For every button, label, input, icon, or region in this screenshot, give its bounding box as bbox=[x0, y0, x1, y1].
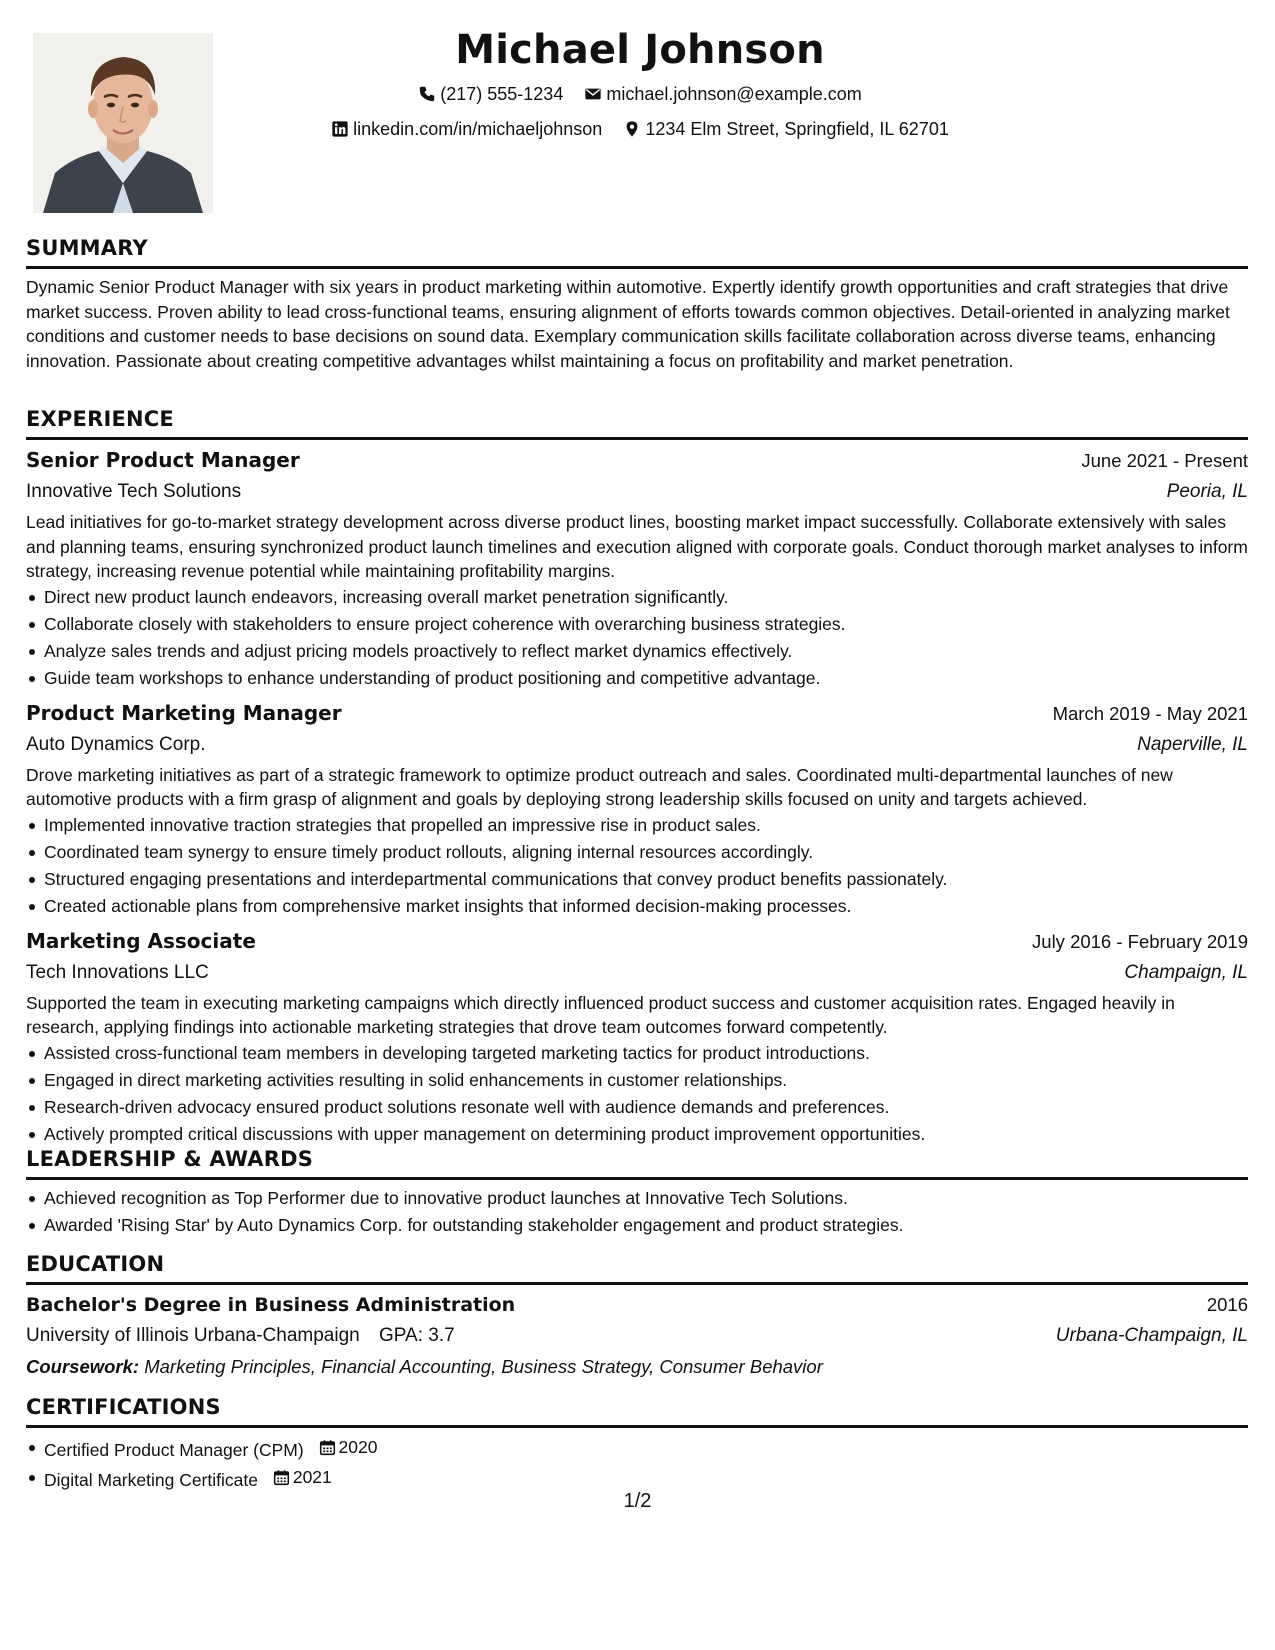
certification-name: Digital Marketing Certificate bbox=[44, 1470, 258, 1490]
linkedin-icon bbox=[331, 120, 349, 138]
education-heading: EDUCATION bbox=[26, 1252, 165, 1276]
job-bullet: Guide team workshops to enhance understanding of product positioning and competitive advantage. bbox=[44, 665, 1248, 692]
phone-text: (217) 555-1234 bbox=[440, 84, 564, 104]
certification-date bbox=[273, 1464, 332, 1491]
job-description: Lead initiatives for go-to-market strategy development across diverse product lines, boosting market impact successfully. Collaborate extensively with sales and planning teams, ensuring synchronized product launch timelines and execution aligned with corporate goals. Conduct thorough market analyses to inform strategy, increasing revenue potential while maintaining profitability margins. bbox=[26, 512, 1248, 581]
job-bullets bbox=[26, 1040, 1248, 1148]
linkedin-text[interactable]: linkedin.com/in/michaeljohnson bbox=[353, 119, 603, 139]
coursework bbox=[26, 1352, 1248, 1382]
section-divider bbox=[26, 437, 1248, 440]
certification-year: 2020 bbox=[338, 1437, 378, 1457]
envelope-icon bbox=[584, 85, 602, 103]
job-location: Peoria, IL bbox=[1166, 481, 1248, 502]
contact-email[interactable] bbox=[584, 78, 861, 110]
job-bullet: Collaborate closely with stakeholders to ensure project coherence with overarching business strategies. bbox=[44, 611, 1248, 638]
summary-text: Dynamic Senior Product Manager with six years in product marketing within automotive. Expertly identify growth opportunities and craft strategies that drive market success. Proven ability to lead cross-functional teams, ensuring alignment of efforts towards common objectives. Detail-oriented in analyzing market conditions and customer needs to base decisions on sound data. Exemplary communication skills facilitate collaboration across diverse teams, enhancing innovation. Passionate about creating competitive advantages whilst maintaining a focus on profitability and market penetration. bbox=[26, 277, 1230, 371]
graduation-year: 2016 bbox=[1206, 1294, 1248, 1315]
job-bullets bbox=[26, 584, 1248, 692]
job-bullet: Engaged in direct marketing activities resulting in solid enhancements in customer relationships. bbox=[44, 1067, 1248, 1094]
section-divider bbox=[26, 1425, 1248, 1428]
job-location: Champaign, IL bbox=[1124, 961, 1248, 983]
contact-address bbox=[623, 113, 949, 145]
certification-item bbox=[44, 1434, 1248, 1464]
certification-year: 2021 bbox=[292, 1467, 332, 1487]
job-bullet: Created actionable plans from comprehensive market insights that informed decision-making processes. bbox=[44, 893, 1248, 920]
job-bullets bbox=[26, 812, 1248, 920]
profile-photo bbox=[33, 33, 213, 213]
experience-section bbox=[26, 405, 1248, 1148]
candidate-name: Michael Johnson bbox=[455, 27, 825, 73]
job-bullet: Research-driven advocacy ensured product solutions resonate well with audience demands and preferences. bbox=[44, 1094, 1248, 1121]
certification-name: Certified Product Manager (CPM) bbox=[44, 1440, 304, 1460]
contact-phone bbox=[418, 78, 563, 110]
page-number: 1/2 bbox=[623, 1490, 652, 1512]
job-bullet: Analyze sales trends and adjust pricing models proactively to reflect market dynamics effectively. bbox=[44, 638, 1248, 665]
award-item: Achieved recognition as Top Performer due to innovative product launches at Innovative Tech Solutions. bbox=[44, 1185, 1248, 1212]
job-dates: March 2019 - May 2021 bbox=[1052, 702, 1248, 724]
job-company: Innovative Tech Solutions bbox=[26, 481, 242, 502]
summary-heading: SUMMARY bbox=[26, 236, 148, 260]
job-header bbox=[26, 698, 1248, 729]
address-text: 1234 Elm Street, Springfield, IL 62701 bbox=[645, 119, 949, 139]
job-bullet: Direct new product launch endeavors, increasing overall market penetration significantly. bbox=[44, 584, 1248, 611]
section-divider bbox=[26, 1282, 1248, 1285]
leadership-section bbox=[26, 1145, 1248, 1239]
job-header bbox=[26, 445, 1248, 476]
certification-date bbox=[319, 1434, 378, 1461]
job-subheader bbox=[26, 957, 1248, 989]
section-divider bbox=[26, 266, 1248, 269]
education-header bbox=[26, 1290, 1248, 1320]
coursework-label: Coursework: bbox=[26, 1356, 140, 1377]
degree-title: Bachelor's Degree in Business Administration bbox=[26, 1294, 516, 1316]
coursework-list: Marketing Principles, Financial Accounting, Business Strategy, Consumer Behavior bbox=[144, 1356, 823, 1377]
job-bullet: Structured engaging presentations and interdepartmental communications that convey product benefits passionately. bbox=[44, 866, 1248, 893]
school-name: University of Illinois Urbana-Champaign bbox=[26, 1325, 360, 1346]
job-entry bbox=[26, 698, 1248, 920]
resume-header bbox=[230, 22, 1050, 148]
certifications-section bbox=[26, 1393, 1248, 1494]
calendar-icon bbox=[273, 1469, 290, 1486]
job-bullet: Actively prompted critical discussions with upper management on determining product improvement opportunities. bbox=[44, 1121, 1248, 1148]
job-subheader bbox=[26, 476, 1248, 508]
contact-linkedin[interactable] bbox=[331, 113, 602, 145]
school-location: Urbana-Champaign, IL bbox=[1055, 1325, 1248, 1346]
award-item: Awarded 'Rising Star' by Auto Dynamics Corp. for outstanding stakeholder engagement and product strategies. bbox=[44, 1212, 1248, 1239]
calendar-icon bbox=[319, 1439, 336, 1456]
experience-heading: EXPERIENCE bbox=[26, 407, 174, 431]
job-description: Drove marketing initiatives as part of a strategic framework to optimize product outreach and sales. Coordinated multi-departmental launches of new automotive products with a firm grasp of alignment and goals by deploying strong leadership skills focused on unity and targets achieved. bbox=[26, 764, 1173, 809]
job-header bbox=[26, 926, 1248, 957]
certifications-list bbox=[26, 1434, 1248, 1494]
job-title: Senior Product Manager bbox=[26, 448, 300, 472]
education-section bbox=[26, 1250, 1248, 1382]
job-dates: July 2016 - February 2019 bbox=[1032, 930, 1248, 952]
section-divider bbox=[26, 1177, 1248, 1180]
job-bullet: Implemented innovative traction strategies that propelled an impressive rise in product sales. bbox=[44, 812, 1248, 839]
email-text[interactable]: michael.johnson@example.com bbox=[606, 84, 862, 104]
education-subheader bbox=[26, 1320, 1248, 1352]
job-title: Marketing Associate bbox=[26, 928, 256, 953]
phone-icon bbox=[418, 85, 436, 103]
leadership-heading: LEADERSHIP & AWARDS bbox=[26, 1147, 314, 1171]
job-company: Tech Innovations LLC bbox=[26, 961, 209, 983]
certifications-heading: CERTIFICATIONS bbox=[26, 1395, 221, 1419]
school-info bbox=[26, 1320, 455, 1352]
summary-section bbox=[26, 234, 1248, 373]
job-bullet: Assisted cross-functional team members in developing targeted marketing tactics for product introductions. bbox=[44, 1040, 1248, 1067]
contact-row-2 bbox=[230, 113, 1050, 148]
job-location: Naperville, IL bbox=[1137, 733, 1248, 755]
leadership-list bbox=[26, 1185, 1248, 1239]
job-dates: June 2021 - Present bbox=[1081, 450, 1248, 471]
gpa: GPA: 3.7 bbox=[378, 1325, 455, 1346]
job-entry bbox=[26, 445, 1248, 692]
map-pin-icon bbox=[623, 120, 641, 138]
job-bullet: Coordinated team synergy to ensure timely product rollouts, aligning internal resources accordingly. bbox=[44, 839, 1248, 866]
job-subheader bbox=[26, 729, 1248, 761]
job-entry bbox=[26, 926, 1248, 1148]
job-company: Auto Dynamics Corp. bbox=[26, 733, 206, 755]
job-title: Product Marketing Manager bbox=[26, 700, 342, 725]
contact-row-1 bbox=[230, 78, 1050, 113]
job-description: Supported the team in executing marketing campaigns which directly influenced product success and customer acquisition rates. Engaged heavily in research, applying findings into actionable marketing strategies that drove team outcomes forward competently. bbox=[26, 992, 1175, 1037]
portrait-illustration bbox=[33, 33, 213, 213]
